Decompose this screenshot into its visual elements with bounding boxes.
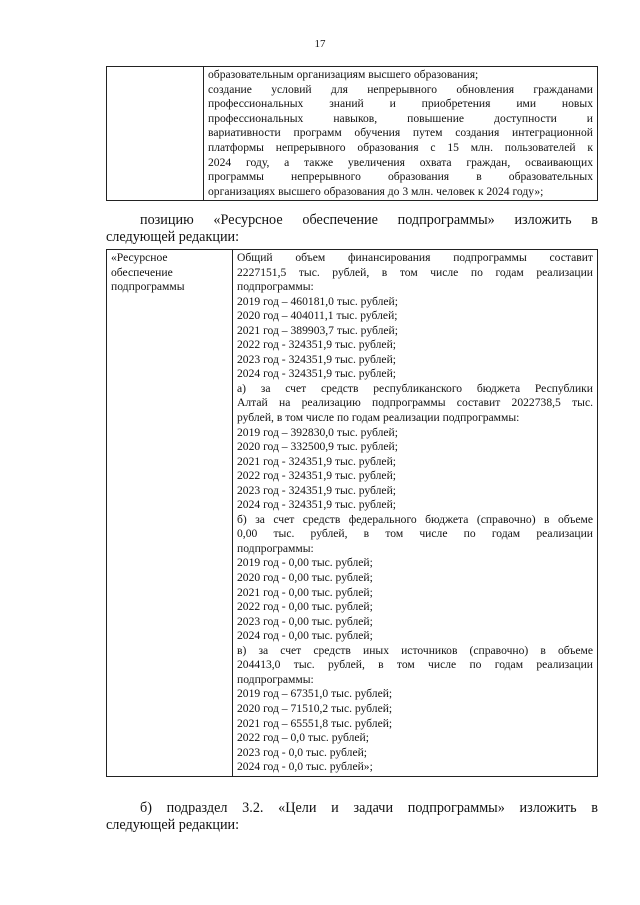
cell-line: программы непрерывного образования в образовательных [208, 170, 593, 184]
paragraph-line: следующей редакции: [106, 228, 240, 245]
cell-line: б) за счет средств федерального бюджета (справочно) в объеме [237, 512, 593, 526]
cell-line: Алтай на реализацию подпрограммы составит 2022738,5 тыс. [237, 396, 593, 410]
cell-line: 2021 год - 324351,9 тыс. рублей; [237, 454, 397, 468]
cell-line: 2023 год - 324351,9 тыс. рублей; [237, 483, 397, 497]
cell-line: 2022 год – 0,0 тыс. рублей; [237, 731, 369, 745]
resource-table [106, 249, 598, 777]
cell-line: 2020 год – 404011,1 тыс. рублей; [237, 309, 398, 323]
table-row [107, 250, 598, 777]
paragraph-line: следующей редакции: [106, 816, 240, 833]
cell-line: в) за счет средств иных источников (справочно) в объеме [237, 643, 593, 657]
cell-line: 2022 год - 324351,9 тыс. рублей; [237, 469, 397, 483]
cell-line: рублей, в том числе по годам реализации подпрограммы: [237, 411, 520, 425]
cell-line: создание условий для непрерывного обновления гражданами [208, 82, 593, 96]
cell-line: 2024 год - 0,0 тыс. рублей»; [237, 760, 373, 774]
cell-line: 2024 году, а также увеличения охвата граждан, осваивающих [208, 155, 593, 169]
instruction-paragraph [106, 212, 598, 245]
cell-line: 2021 год – 389903,7 тыс. рублей; [237, 323, 398, 337]
table-cell-text [204, 67, 598, 201]
cell-line: подпрограммы [111, 280, 185, 294]
cell-line: 2019 год – 67351,0 тыс. рублей; [237, 687, 393, 701]
table-row [107, 67, 598, 201]
cell-line: а) за счет средств республиканского бюджета Республики [237, 381, 593, 395]
cell-line: вариативности программ обучения путем создания интеграционной [208, 126, 593, 140]
table-cell-label [107, 250, 233, 777]
paragraph-line: б) подраздел 3.2. «Цели и задачи подпрограммы» изложить в [140, 800, 598, 816]
cell-line: подпрограммы: [237, 541, 314, 555]
cell-line: профессиональных знаний и приобретения ими новых [208, 97, 593, 111]
cell-line: платформы непрерывного образования с 15 млн. пользователей к [208, 140, 593, 154]
cell-line: 0,00 тыс. рублей, в том числе по годам реализации [237, 527, 593, 541]
paragraph-line: позицию «Ресурсное обеспечение подпрограммы» изложить в [140, 212, 598, 228]
cell-line: 2023 год - 0,00 тыс. рублей; [237, 614, 373, 628]
cell-line: 2019 год - 0,00 тыс. рублей; [237, 556, 373, 570]
cell-line: обеспечение [111, 265, 173, 279]
cell-line: 2024 год - 324351,9 тыс. рублей; [237, 498, 397, 512]
cell-line: 2022 год - 0,00 тыс. рублей; [237, 600, 373, 614]
cell-line: профессиональных навыков, повышение доступности и [208, 111, 593, 125]
cell-line: 2020 год – 332500,9 тыс. рублей; [237, 440, 398, 454]
cell-line: 2024 год - 324351,9 тыс. рублей; [237, 367, 397, 381]
cell-line: 2023 год - 0,0 тыс. рублей; [237, 745, 368, 759]
cell-line: 2019 год – 392830,0 тыс. рублей; [237, 425, 398, 439]
cell-line: организациях высшего образования до 3 млн. человек к 2024 году»; [208, 184, 544, 198]
table-cell-text [233, 250, 598, 777]
cell-line: 2024 год - 0,00 тыс. рублей; [237, 629, 373, 643]
continuation-table [106, 66, 598, 201]
cell-line: Общий объем финансирования подпрограммы составит [237, 251, 593, 264]
cell-line: 204413,0 тыс. рублей, в том числе по годам реализации [237, 658, 593, 672]
cell-line: «Ресурсное [111, 251, 168, 264]
table-cell-empty [107, 67, 204, 201]
cell-line: 2022 год - 324351,9 тыс. рублей; [237, 338, 397, 352]
cell-line: образовательным организациям высшего образования; [208, 68, 479, 81]
cell-line: 2227151,5 тыс. рублей, в том числе по годам реализации [237, 265, 593, 279]
cell-line: подпрограммы: [237, 672, 314, 686]
cell-line: подпрограммы: [237, 280, 314, 294]
cell-line: 2020 год - 0,00 тыс. рублей; [237, 571, 373, 585]
cell-line: 2021 год – 65551,8 тыс. рублей; [237, 716, 393, 730]
page-number: 17 [314, 38, 326, 50]
cell-line: 2023 год - 324351,9 тыс. рублей; [237, 352, 397, 366]
subsection-paragraph [106, 800, 598, 833]
cell-line: 2020 год – 71510,2 тыс. рублей; [237, 701, 393, 715]
cell-line: 2021 год - 0,00 тыс. рублей; [237, 585, 373, 599]
cell-line: 2019 год – 460181,0 тыс. рублей; [237, 294, 398, 308]
